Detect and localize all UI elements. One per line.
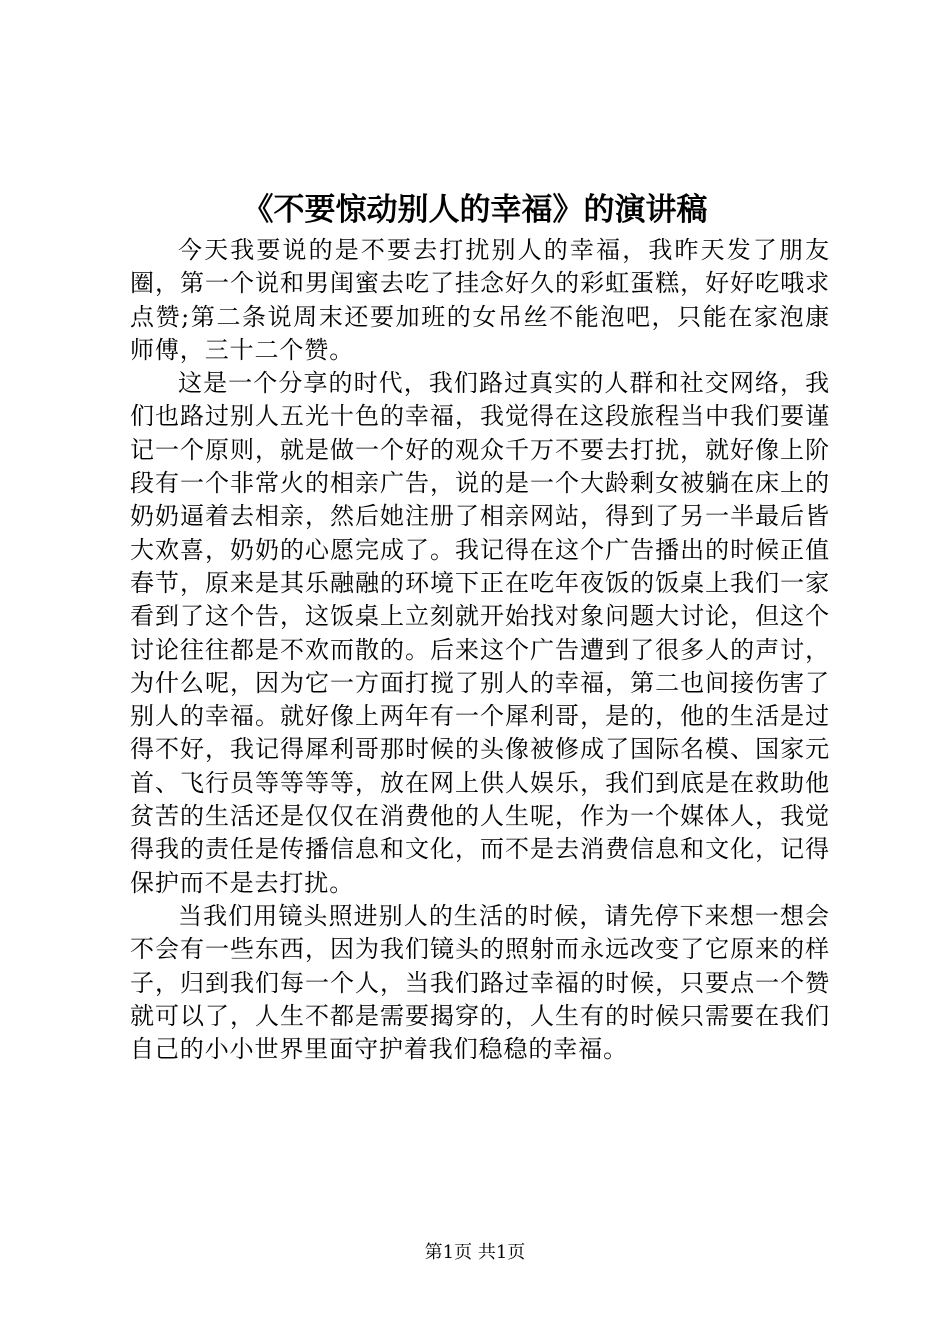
page-number-footer: 第1页 共1页 (424, 1242, 526, 1263)
paragraph: 当我们用镜头照进别人的生活的时候，请先停下来想一想会不会有一些东西，因为我们镜头的照射而永远改变了它原来的样子，归到我们每一个人，当我们路过幸福的时候，只要点一个赞就可以了，人生不都是需要揭穿的，人生有的时候只需要在我们自己的小小世界里面守护着我们稳稳的幸福。 (130, 901, 830, 1064)
paragraph: 今天我要说的是不要去打扰别人的幸福，我昨天发了朋友圈，第一个说和男闺蜜去吃了挂念好久的彩虹蛋糕，好好吃哦求点赞;第二条说周末还要加班的女吊丝不能泡吧，只能在家泡康师傅，三十二个赞。 (130, 236, 830, 364)
document-title: 《不要惊动别人的幸福》的演讲稿 (242, 192, 708, 228)
document-body (130, 234, 830, 1066)
paragraph: 这是一个分享的时代，我们路过真实的人群和社交网络，我们也路过别人五光十色的幸福，我觉得在这段旅程当中我们要谨记一个原则，就是做一个好的观众千万不要去打扰，就好像上阶段有一个非常火的相亲广告，说的是一个大龄剩女被躺在床上的奶奶逼着去相亲，然后她注册了相亲网站，得到了另一半最后皆大欢喜，奶奶的心愿完成了。我记得在这个广告播出的时候正值春节，原来是其乐融融的环境下正在吃年夜饭的饭桌上我们一家看到了这个告，这饭桌上立刻就开始找对象问题大讨论，但这个讨论往往都是不欢而散的。后来这个广告遭到了很多人的声讨，为什么呢，因为它一方面打搅了别人的幸福，第二也间接伤害了别人的幸福。就好像上两年有一个犀利哥，是的，他的生活是过得不好，我记得犀利哥那时候的头像被修成了国际名模、国家元首、飞行员等等等等，放在网上供人娱乐，我们到底是在救助他贫苦的生活还是仅仅在消费他的人生呢，作为一个媒体人，我觉得我的责任是传播信息和文化，而不是去消费信息和文化，记得保护而不是去打扰。 (130, 369, 830, 897)
